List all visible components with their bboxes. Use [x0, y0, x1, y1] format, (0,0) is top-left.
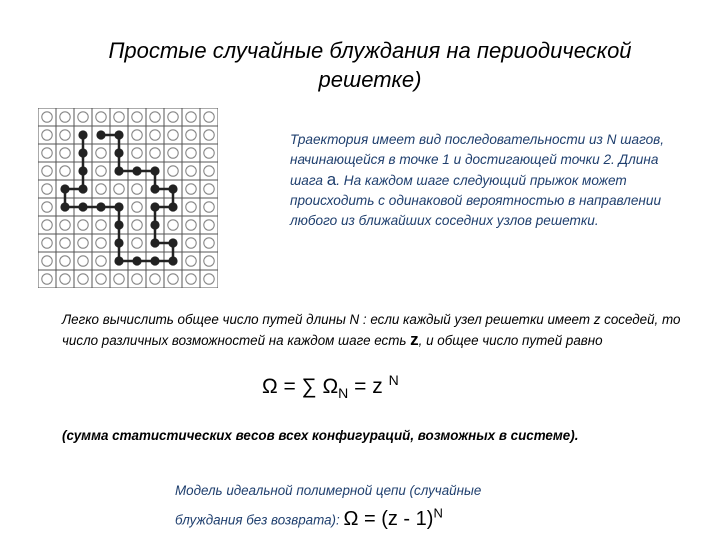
model-line-2-text: блуждания без возврата): — [175, 512, 344, 528]
polymer-model-note — [175, 480, 695, 532]
open-site — [204, 220, 214, 230]
open-site — [78, 112, 88, 122]
open-site — [132, 148, 142, 158]
occupied-site — [78, 202, 87, 211]
open-site — [96, 220, 106, 230]
open-site — [186, 202, 196, 212]
model-line-1: Модель идеальной полимерной цепи (случайные — [175, 483, 482, 498]
occupied-site — [132, 166, 141, 175]
open-site — [204, 184, 214, 194]
open-site — [168, 112, 178, 122]
open-site — [132, 202, 142, 212]
description-part-1: Траектория имеет вид последовательности из N шагов, начинающейся в точке 1 и достигающей точки 2. Длина шага — [290, 132, 665, 188]
open-site — [42, 166, 52, 176]
open-site — [150, 130, 160, 140]
open-site — [60, 148, 70, 158]
open-site — [186, 220, 196, 230]
open-site — [168, 220, 178, 230]
open-site — [114, 274, 124, 284]
model-formula — [343, 505, 443, 530]
paragraph1-part-2: , и общее число путей равно — [418, 333, 603, 348]
open-site — [132, 184, 142, 194]
open-site — [168, 166, 178, 176]
open-site — [186, 238, 196, 248]
open-site — [204, 238, 214, 248]
open-site — [186, 148, 196, 158]
open-site — [60, 130, 70, 140]
open-site — [96, 148, 106, 158]
open-site — [96, 238, 106, 248]
open-site — [96, 256, 106, 266]
model-line-2 — [175, 502, 695, 532]
open-site — [42, 130, 52, 140]
open-site — [186, 184, 196, 194]
open-site — [186, 130, 196, 140]
open-site — [132, 238, 142, 248]
occupied-site — [78, 148, 87, 157]
open-site — [204, 256, 214, 266]
lattice-figure — [38, 108, 218, 288]
open-site — [42, 220, 52, 230]
open-site — [186, 166, 196, 176]
open-site — [96, 274, 106, 284]
open-site — [78, 238, 88, 248]
open-site — [132, 220, 142, 230]
occupied-site — [60, 184, 69, 193]
open-site — [96, 166, 106, 176]
open-site — [186, 274, 196, 284]
open-site — [42, 256, 52, 266]
open-site — [60, 274, 70, 284]
formula-sum: ∑ Ω — [301, 375, 339, 398]
paragraph1-part-1: Легко вычислить общее число путей длины N : если каждый узел решетки имеет z соседей, то число различных возможностей на каждом шаге есть — [62, 312, 681, 348]
statistical-weights-note: (сумма статистических весов всех конфигураций, возможных в системе). — [62, 428, 579, 443]
open-site — [204, 130, 214, 140]
path-count-paragraph — [62, 310, 682, 351]
occupied-site — [78, 166, 87, 175]
open-site — [204, 148, 214, 158]
open-site — [42, 112, 52, 122]
occupied-site — [168, 184, 177, 193]
step-length-symbol: a — [326, 170, 337, 189]
open-site — [60, 238, 70, 248]
open-site — [42, 274, 52, 284]
open-site — [168, 130, 178, 140]
formula-sub: N — [338, 385, 349, 402]
open-site — [60, 112, 70, 122]
trajectory-description — [290, 130, 690, 231]
open-site — [204, 166, 214, 176]
open-site — [132, 112, 142, 122]
open-site — [150, 274, 160, 284]
formula-lhs: Ω = — [262, 375, 302, 398]
page-title — [60, 36, 680, 94]
occupied-site — [168, 202, 177, 211]
open-site — [186, 256, 196, 266]
occupied-site — [114, 130, 123, 139]
open-site — [132, 274, 142, 284]
occupied-site — [168, 238, 177, 247]
occupied-site — [114, 256, 123, 265]
formula-sup: N — [388, 372, 399, 388]
open-site — [42, 238, 52, 248]
open-site — [96, 184, 106, 194]
occupied-site — [150, 256, 159, 265]
model-formula-main: Ω = (z - 1) — [343, 507, 434, 530]
open-site — [150, 112, 160, 122]
open-site — [78, 220, 88, 230]
open-site — [60, 220, 70, 230]
open-site — [204, 202, 214, 212]
occupied-site — [78, 130, 87, 139]
occupied-site — [132, 256, 141, 265]
open-site — [168, 148, 178, 158]
open-site — [204, 274, 214, 284]
open-site — [132, 130, 142, 140]
occupied-site — [60, 202, 69, 211]
model-formula-sup: N — [433, 505, 443, 520]
title-line-1: Простые случайные блуждания на периодической — [108, 38, 632, 63]
occupied-site — [78, 184, 87, 193]
open-site — [42, 202, 52, 212]
open-site — [96, 112, 106, 122]
occupied-site — [114, 220, 123, 229]
occupied-site — [150, 184, 159, 193]
open-site — [204, 112, 214, 122]
occupied-site — [114, 166, 123, 175]
occupied-site — [150, 166, 159, 175]
formula-mid: = z — [348, 375, 389, 398]
open-site — [60, 256, 70, 266]
open-site — [186, 112, 196, 122]
open-site — [114, 184, 124, 194]
occupied-site — [114, 238, 123, 247]
occupied-site — [150, 220, 159, 229]
occupied-site — [96, 130, 105, 139]
open-site — [114, 112, 124, 122]
open-site — [78, 256, 88, 266]
occupied-site — [150, 238, 159, 247]
open-site — [150, 148, 160, 158]
z-symbol: z — [410, 330, 419, 349]
open-site — [168, 274, 178, 284]
occupied-site — [114, 148, 123, 157]
open-site — [60, 166, 70, 176]
open-site — [42, 148, 52, 158]
occupied-site — [150, 202, 159, 211]
open-site — [78, 274, 88, 284]
title-line-2: решетке) — [318, 67, 422, 92]
open-site — [42, 184, 52, 194]
occupied-site — [96, 202, 105, 211]
occupied-site — [168, 256, 177, 265]
description-part-2: . На каждом шаге следующий прыжок может происходить с одинаковой вероятностью в направлении любого из ближайших соседних узлов решетки. — [290, 173, 662, 228]
total-paths-formula — [262, 372, 399, 401]
occupied-site — [114, 202, 123, 211]
